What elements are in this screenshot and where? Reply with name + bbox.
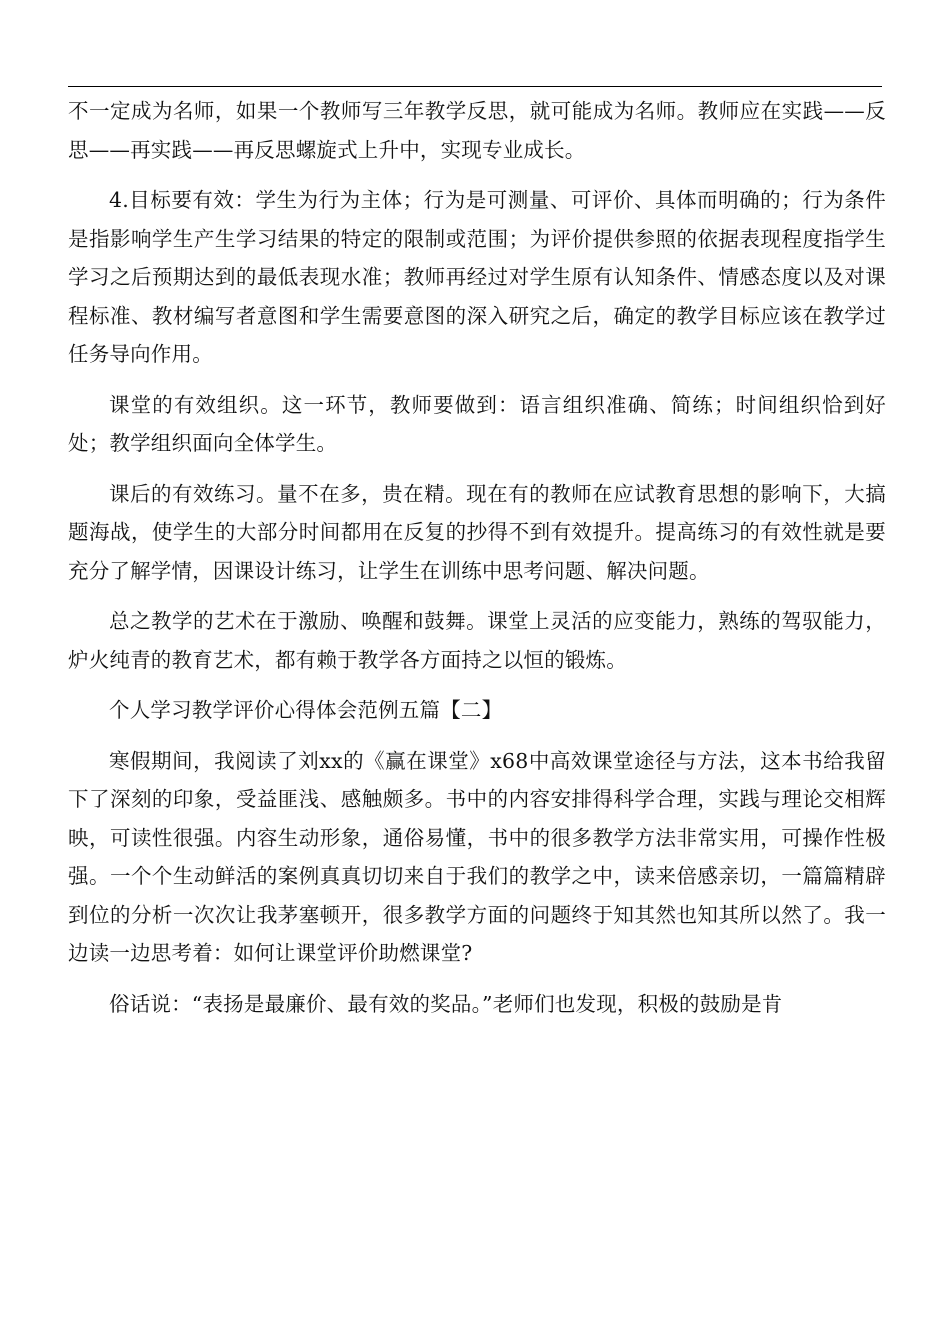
paragraph: 总之教学的艺术在于激励、唤醒和鼓舞。课堂上灵活的应变能力，熟练的驾驭能力，炉火纯青的教育艺术，都有赖于教学各方面持之以恒的锻炼。 [68,609,886,672]
paragraph: 4.目标要有效：学生为行为主体；行为是可测量、可评价、具体而明确的；行为条件是指影响学生产生学习结果的特定的限制或范围；为评价提供参照的依据表现程度指学生学习之后预期达到的最低表现水准；教师再经过对学生原有认知条件、情感态度以及对课程标准、教材编写者意图和学生需要意图的深入研究之后，确定的教学目标应该在教学过任务导向作用。 [68,188,886,366]
document-body [68,92,886,1035]
header-rule [68,86,882,87]
paragraph: 寒假期间，我阅读了刘xx的《赢在课堂》x68中高效课堂途径与方法，这本书给我留下了深刻的印象，受益匪浅、感触颇多。书中的内容安排得科学合理，实践与理论交相辉映，可读性很强。内容生动形象，通俗易懂，书中的很多教学方法非常实用，可操作性极强。一个个生动鲜活的案例真真切切来自于我们的教学之中，读来倍感亲切，一篇篇精辟到位的分析一次次让我茅塞顿开，很多教学方面的问题终于知其然也知其所以然了。我一边读一边思考着：如何让课堂评价助燃课堂? [68,748,886,965]
section-heading: 个人学习教学评价心得体会范例五篇【二】 [109,698,503,722]
paragraph: 俗话说：“表扬是最廉价、最有效的奖品。”老师们也发现，积极的鼓励是肯 [109,991,783,1016]
paragraph: 课后的有效练习。量不在多，贵在精。现在有的教师在应试教育思想的影响下，大搞题海战，使学生的大部分时间都用在反复的抄得不到有效提升。提高练习的有效性就是要充分了解学情，因课设计练习，让学生在训练中思考问题、解决问题。 [68,481,886,583]
paragraph: 不一定成为名师，如果一个教师写三年教学反思，就可能成为名师。教师应在实践——反思——再实践——再反思螺旋式上升中，实现专业成长。 [68,99,886,162]
paragraph: 课堂的有效组织。这一环节，教师要做到：语言组织准确、简练；时间组织恰到好处；教学组织面向全体学生。 [68,392,886,455]
